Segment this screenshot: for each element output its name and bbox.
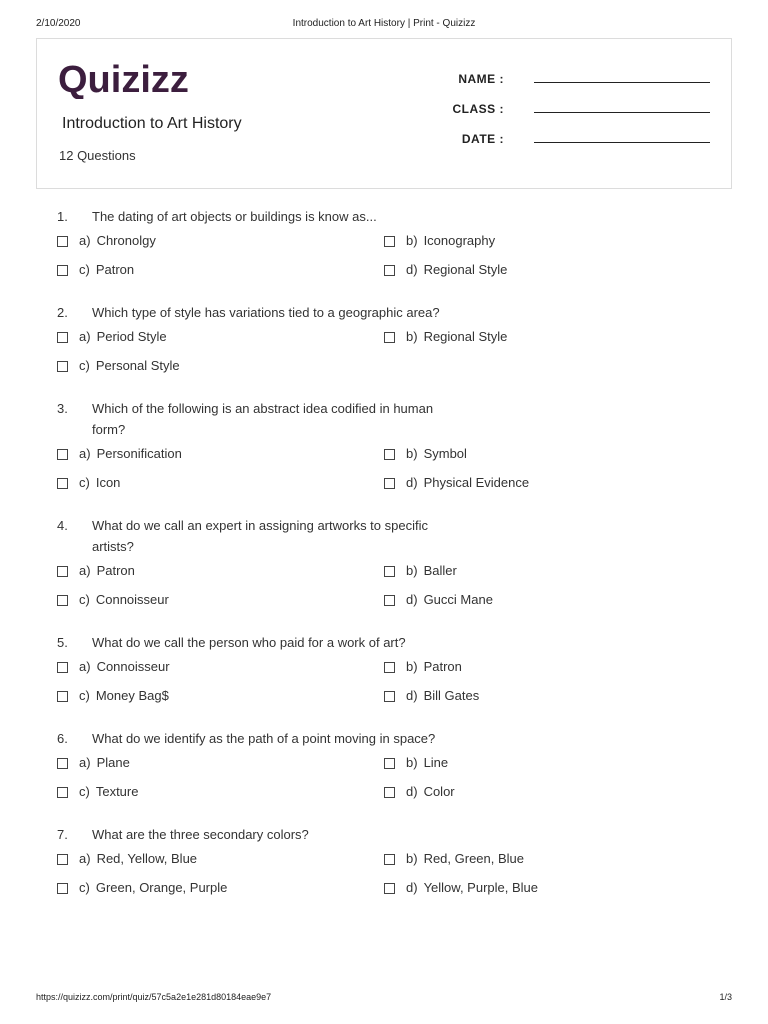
question-item — [0, 824, 768, 909]
checkbox-icon[interactable] — [384, 332, 395, 343]
question-item — [0, 206, 768, 291]
checkbox-icon[interactable] — [57, 854, 68, 865]
question-text: What do we call an expert in assigning artworks to specific artists? — [92, 518, 428, 554]
class-label: CLASS : — [452, 102, 504, 116]
checkbox-icon[interactable] — [384, 758, 395, 769]
option-text: Period Style — [96, 329, 167, 344]
option-text: Connoisseur — [95, 592, 169, 607]
option-letter: d) — [406, 784, 418, 799]
option-a[interactable] — [57, 659, 170, 688]
option-letter: b) — [406, 851, 418, 866]
checkbox-icon[interactable] — [57, 758, 68, 769]
checkbox-icon[interactable] — [384, 691, 395, 702]
question-number: 7. — [57, 827, 68, 842]
option-d[interactable] — [384, 784, 455, 813]
option-a[interactable] — [57, 851, 197, 880]
checkbox-icon[interactable] — [384, 854, 395, 865]
question-stem — [0, 728, 768, 749]
option-text: Patron — [95, 262, 135, 277]
page-url: https://quizizz.com/print/quiz/57c5a2e1e281d80184eae9e7 — [36, 992, 272, 1002]
option-c[interactable] — [57, 475, 120, 504]
option-letter: a) — [79, 755, 91, 770]
checkbox-icon[interactable] — [57, 478, 68, 489]
option-a[interactable] — [57, 446, 182, 475]
option-a[interactable] — [57, 233, 156, 262]
option-text: Line — [423, 755, 449, 770]
option-letter: d) — [406, 592, 418, 607]
question-list — [0, 206, 768, 909]
option-b[interactable] — [384, 659, 462, 688]
option-text: Physical Evidence — [423, 475, 530, 490]
option-letter: c) — [79, 688, 90, 703]
option-text: Regional Style — [423, 262, 508, 277]
option-d[interactable] — [384, 688, 479, 717]
option-text: Personal Style — [95, 358, 180, 373]
name-field — [460, 72, 710, 88]
option-text: Red, Green, Blue — [423, 851, 525, 866]
answer-options — [0, 446, 768, 504]
checkbox-icon[interactable] — [384, 478, 395, 489]
checkbox-icon[interactable] — [384, 883, 395, 894]
print-date: 2/10/2020 — [36, 18, 81, 29]
question-number: 5. — [57, 635, 68, 650]
option-b[interactable] — [384, 851, 524, 880]
checkbox-icon[interactable] — [384, 787, 395, 798]
option-letter: d) — [406, 880, 418, 895]
question-number: 2. — [57, 305, 68, 320]
class-blank-line — [534, 112, 710, 113]
question-item — [0, 515, 768, 621]
question-number: 4. — [57, 518, 68, 533]
page-number: 1/3 — [719, 992, 732, 1002]
question-number: 6. — [57, 731, 68, 746]
option-letter: a) — [79, 659, 91, 674]
checkbox-icon[interactable] — [57, 361, 68, 372]
checkbox-icon[interactable] — [384, 566, 395, 577]
class-field — [452, 102, 710, 118]
option-letter: c) — [79, 262, 90, 277]
option-text: Chronolgy — [96, 233, 156, 248]
option-d[interactable] — [384, 475, 529, 504]
option-c[interactable] — [57, 880, 227, 909]
option-letter: d) — [406, 262, 418, 277]
answer-options — [0, 851, 768, 909]
checkbox-icon[interactable] — [384, 449, 395, 460]
quiz-header-card — [36, 38, 732, 189]
question-item — [0, 398, 768, 504]
answer-options — [0, 755, 768, 813]
question-item — [0, 632, 768, 717]
option-text: Connoisseur — [96, 659, 170, 674]
option-letter: d) — [406, 475, 418, 490]
option-text: Baller — [423, 563, 457, 578]
name-label: NAME : — [458, 72, 504, 86]
checkbox-icon[interactable] — [57, 332, 68, 343]
option-letter: a) — [79, 851, 91, 866]
option-text: Plane — [96, 755, 130, 770]
option-c[interactable] — [57, 262, 134, 291]
question-text: The dating of art objects or buildings is know as... — [92, 209, 377, 224]
checkbox-icon[interactable] — [57, 662, 68, 673]
date-label: DATE : — [461, 132, 504, 146]
option-letter: b) — [406, 446, 418, 461]
question-stem — [0, 515, 768, 557]
date-blank-line — [534, 142, 710, 143]
checkbox-icon[interactable] — [57, 691, 68, 702]
option-letter: a) — [79, 446, 91, 461]
question-stem — [0, 824, 768, 845]
checkbox-icon[interactable] — [57, 883, 68, 894]
option-letter: c) — [79, 475, 90, 490]
option-a[interactable] — [57, 329, 167, 358]
option-letter: b) — [406, 563, 418, 578]
option-letter: b) — [406, 329, 418, 344]
question-text: What do we call the person who paid for a work of art? — [92, 635, 406, 650]
question-stem — [0, 206, 768, 227]
option-letter: b) — [406, 755, 418, 770]
option-letter: b) — [406, 233, 418, 248]
checkbox-icon[interactable] — [384, 236, 395, 247]
option-d[interactable] — [384, 262, 507, 291]
question-item — [0, 302, 768, 387]
option-a[interactable] — [57, 563, 135, 592]
option-letter: b) — [406, 659, 418, 674]
checkbox-icon[interactable] — [57, 787, 68, 798]
option-text: Iconography — [423, 233, 496, 248]
option-c[interactable] — [57, 592, 169, 621]
answer-options — [0, 329, 768, 387]
answer-options — [0, 233, 768, 291]
question-number: 3. — [57, 401, 68, 416]
question-item — [0, 728, 768, 813]
checkbox-icon[interactable] — [57, 566, 68, 577]
question-count: 12 Questions — [59, 148, 136, 163]
option-text: Color — [423, 784, 455, 799]
option-text: Green, Orange, Purple — [95, 880, 228, 895]
option-text: Yellow, Purple, Blue — [423, 880, 538, 895]
checkbox-icon[interactable] — [384, 265, 395, 276]
option-letter: a) — [79, 233, 91, 248]
checkbox-icon[interactable] — [57, 236, 68, 247]
option-letter: c) — [79, 784, 90, 799]
answer-options — [0, 659, 768, 717]
quizizz-logo-text: Quizizz — [58, 59, 189, 99]
option-c[interactable] — [57, 688, 169, 717]
option-text: Regional Style — [423, 329, 508, 344]
option-text: Gucci Mane — [423, 592, 493, 607]
option-b[interactable] — [384, 563, 457, 592]
answer-options — [0, 563, 768, 621]
quizizz-logo — [58, 59, 198, 99]
option-b[interactable] — [384, 755, 448, 784]
option-a[interactable] — [57, 755, 130, 784]
name-blank-line — [534, 82, 710, 83]
option-text: Symbol — [423, 446, 467, 461]
option-d[interactable] — [384, 592, 493, 621]
date-field — [460, 132, 710, 148]
question-text: What are the three secondary colors? — [92, 827, 309, 842]
question-number: 1. — [57, 209, 68, 224]
option-letter: c) — [79, 880, 90, 895]
option-text: Red, Yellow, Blue — [96, 851, 198, 866]
question-text: What do we identify as the path of a point moving in space? — [92, 731, 436, 746]
question-text: Which of the following is an abstract idea codified in human form? — [92, 401, 434, 437]
option-b[interactable] — [384, 329, 507, 358]
option-text: Texture — [95, 784, 139, 799]
option-c[interactable] — [57, 784, 138, 813]
option-b[interactable] — [384, 446, 467, 475]
option-text: Bill Gates — [423, 688, 480, 703]
checkbox-icon[interactable] — [57, 265, 68, 276]
question-stem — [0, 302, 768, 323]
option-b[interactable] — [384, 233, 495, 262]
checkbox-icon[interactable] — [57, 449, 68, 460]
option-c[interactable] — [57, 358, 180, 387]
quiz-title: Introduction to Art History — [62, 115, 242, 132]
question-stem — [0, 632, 768, 653]
option-letter: c) — [79, 358, 90, 373]
option-letter: c) — [79, 592, 90, 607]
option-letter: d) — [406, 688, 418, 703]
print-header — [36, 18, 732, 32]
question-text: Which type of style has variations tied to a geographic area? — [92, 305, 440, 320]
checkbox-icon[interactable] — [384, 595, 395, 606]
checkbox-icon[interactable] — [384, 662, 395, 673]
option-letter: a) — [79, 563, 91, 578]
option-text: Icon — [95, 475, 121, 490]
option-text: Patron — [96, 563, 135, 578]
option-text: Money Bag$ — [95, 688, 169, 703]
print-title: Introduction to Art History | Print - Quizizz — [292, 18, 476, 29]
option-text: Personification — [96, 446, 182, 461]
option-letter: a) — [79, 329, 91, 344]
print-footer — [36, 992, 732, 1004]
option-d[interactable] — [384, 880, 538, 909]
checkbox-icon[interactable] — [57, 595, 68, 606]
question-stem — [0, 398, 768, 440]
option-text: Patron — [423, 659, 462, 674]
